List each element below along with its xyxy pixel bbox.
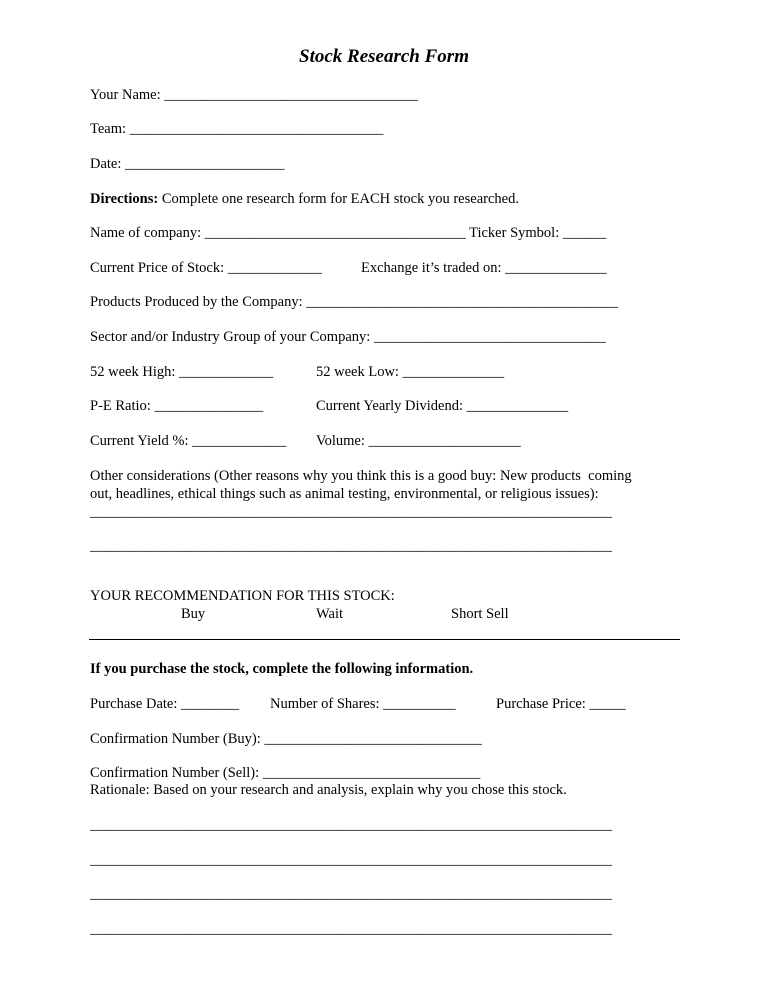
directions-label: Directions: [90,191,159,207]
rationale-line-1[interactable]: ________________________________________________________________________ [90,817,612,833]
purchase-heading: If you purchase the stock, complete the following information. [90,661,474,677]
directions [90,190,519,208]
price-field[interactable]: Current Price of Stock: _____________ [90,260,322,276]
team-field[interactable]: Team: ___________________________________ [90,121,384,137]
sector-field[interactable]: Sector and/or Industry Group of your Company: ________________________________ [90,329,606,345]
dividend-field[interactable]: Current Yearly Dividend: ______________ [316,398,569,414]
rationale-prompt: Rationale: Based on your research and analysis, explain why you chose this stock. [90,782,567,798]
number-of-shares-field[interactable]: Number of Shares: __________ [270,696,456,712]
rationale-line-4[interactable]: ________________________________________________________________________ [90,921,612,937]
option-wait[interactable]: Wait [316,606,344,622]
pe-ratio-field[interactable]: P-E Ratio: _______________ [90,398,264,414]
option-short-sell[interactable]: Short Sell [451,606,509,622]
your-name-field[interactable]: Your Name: ___________________________________ [90,87,418,103]
confirmation-buy-field[interactable]: Confirmation Number (Buy): ______________________________ [90,731,482,747]
other-considerations-line-2: out, headlines, ethical things such as animal testing, environmental, or religious issues): [90,486,599,502]
products-field[interactable]: Products Produced by the Company: ___________________________________________ [90,294,619,310]
confirmation-sell-field[interactable]: Confirmation Number (Sell): ______________________________ [90,765,481,781]
rationale-line-2[interactable]: ________________________________________________________________________ [90,852,612,868]
volume-field[interactable]: Volume: _____________________ [316,433,521,449]
directions-text: Complete one research form for EACH stock you researched. [158,191,519,207]
recommendation-heading: YOUR RECOMMENDATION FOR THIS STOCK: [90,588,395,604]
other-considerations-line-1: Other considerations (Other reasons why you think this is a good buy: New products coming [90,468,632,484]
other-answer-line-2[interactable]: ________________________________________________________________________ [90,538,612,554]
week-low-field[interactable]: 52 week Low: ______________ [316,364,505,380]
yield-field[interactable]: Current Yield %: _____________ [90,433,287,449]
other-answer-line-1[interactable]: ________________________________________________________________________ [90,504,612,520]
purchase-price-field[interactable]: Purchase Price: _____ [496,696,626,712]
date-field[interactable]: Date: ______________________ [90,156,285,172]
option-buy[interactable]: Buy [181,606,206,622]
company-ticker-field[interactable]: Name of company: ____________________________________ Ticker Symbol: ______ [90,225,607,241]
week-high-field[interactable]: 52 week High: _____________ [90,364,274,380]
form-title: Stock Research Form [299,46,469,67]
purchase-date-field[interactable]: Purchase Date: ________ [90,696,239,712]
exchange-field[interactable]: Exchange it’s traded on: ______________ [361,260,607,276]
rationale-line-3[interactable]: ________________________________________________________________________ [90,886,612,902]
section-divider [89,639,680,640]
